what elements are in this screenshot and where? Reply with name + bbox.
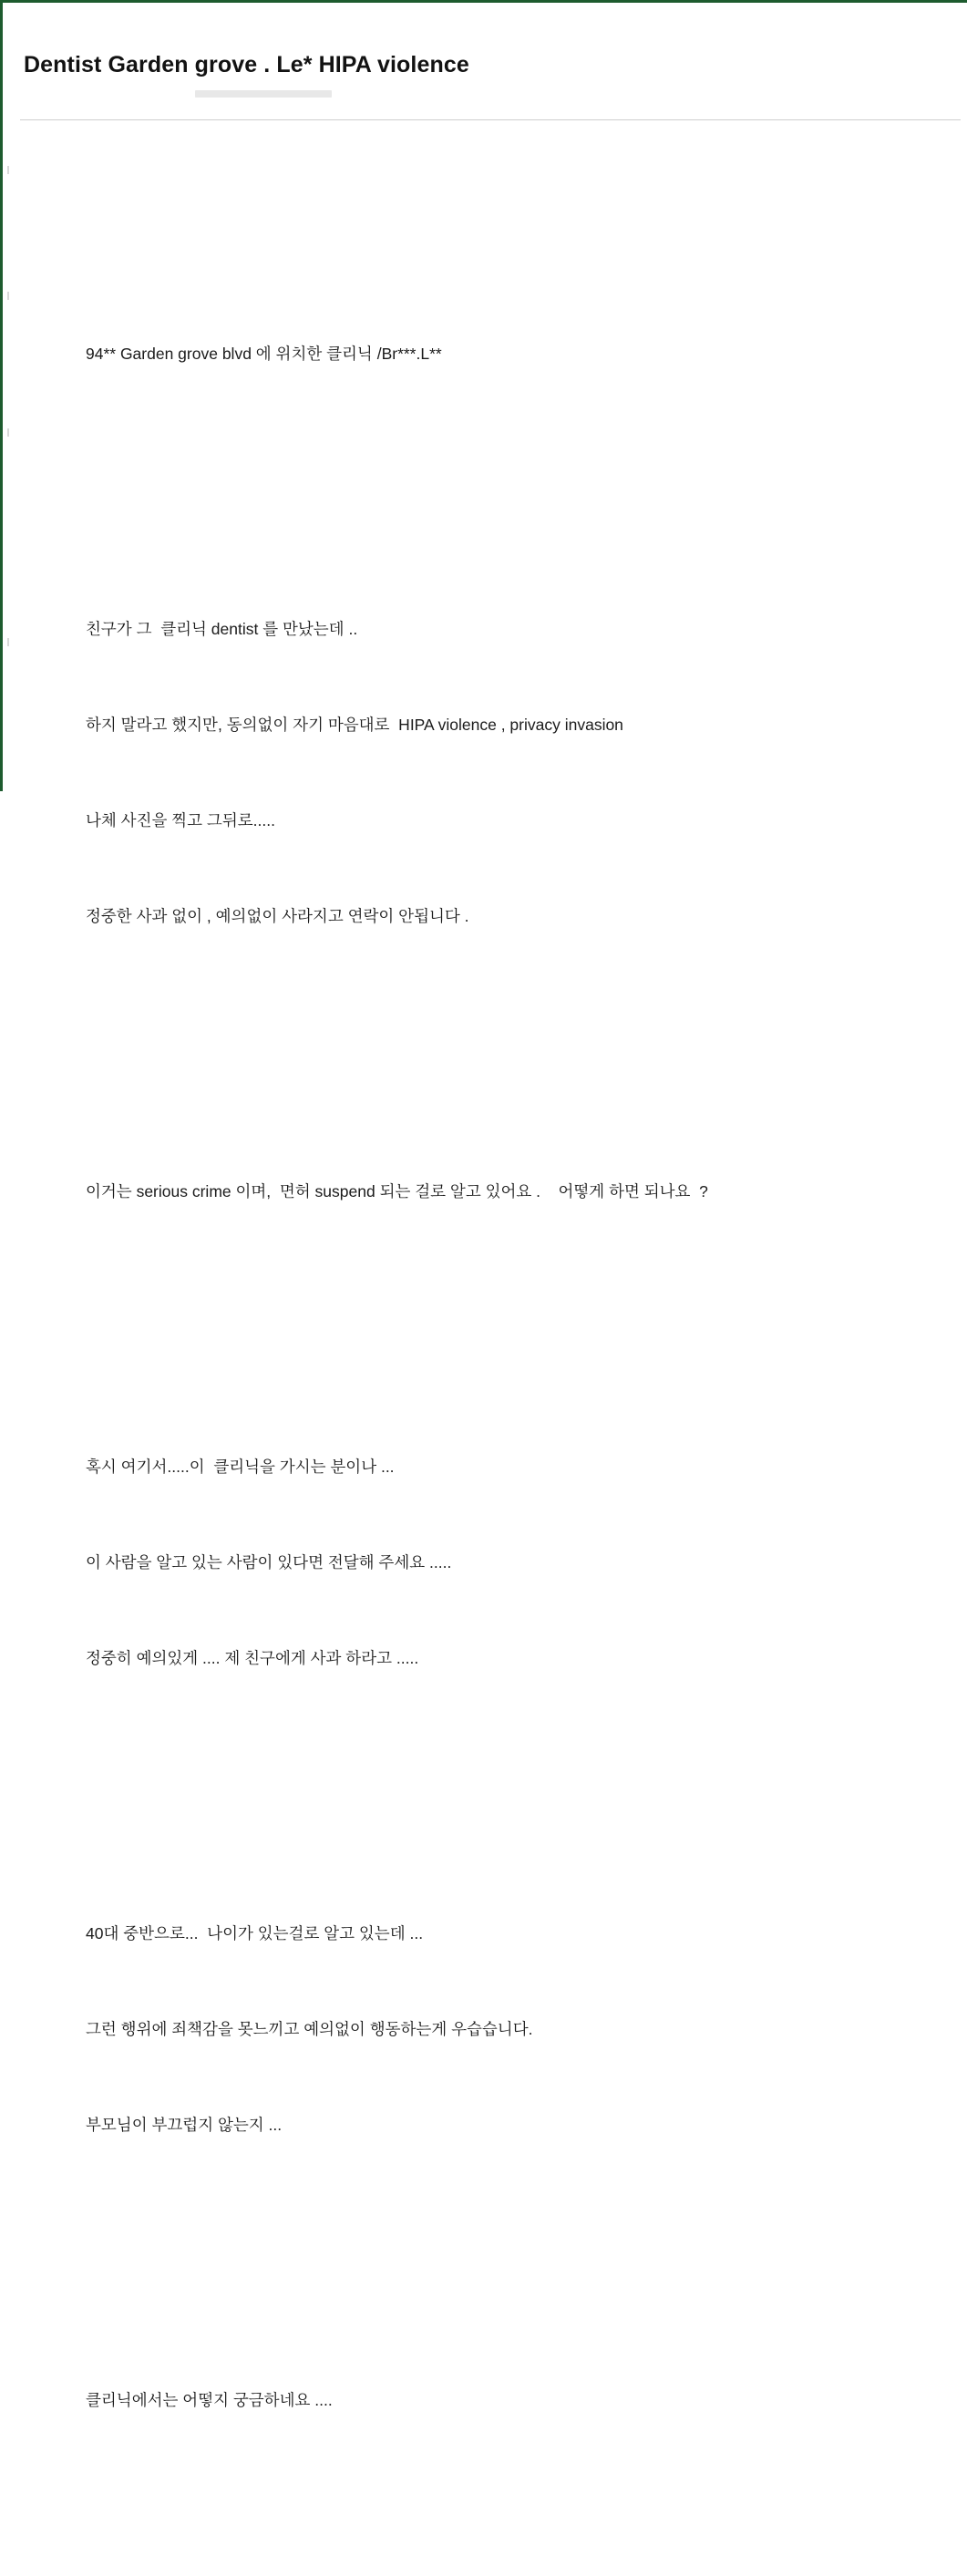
- text-line: 정중한 사과 없이 , 예의없이 사라지고 연락이 안됩니다 .: [86, 907, 469, 925]
- scan-speck: [7, 638, 9, 646]
- text-line: 이 사람을 알고 있는 사람이 있다면 전달해 주세요 .....: [86, 1553, 452, 1571]
- paragraph: [86, 2321, 942, 2480]
- text-line: 나체 사진을 찍고 그뒤로.....: [86, 811, 275, 829]
- page-left-edge-line: [0, 0, 3, 791]
- scan-speck: [7, 428, 9, 437]
- text-line: 하지 말라고 했지만, 동의없이 자기 마음대로 HIPA violence , privacy invasion: [86, 716, 623, 734]
- text-line: 40대 중반으로... 나이가 있는걸로 알고 있는데 ...: [86, 1924, 424, 1942]
- text-line: 이거는 serious crime 이며, 면허 suspend 되는 걸로 알고 있어요 . 어떻게 하면 되나요 ?: [86, 1182, 708, 1200]
- text-line: 클리닉에서는 어떻지 궁금하네요 ....: [86, 2391, 333, 2409]
- paragraph: [86, 1112, 942, 1272]
- header-divider: [20, 119, 961, 120]
- paragraph: [86, 1854, 942, 2205]
- scan-speck: [7, 166, 9, 174]
- scan-speck: [7, 292, 9, 300]
- text-line: 94** Garden grove blvd 에 위치한 클리닉 /Br***.L**: [86, 345, 442, 363]
- text-line: 정중히 예의있게 .... 제 친구에게 사과 하라고 .....: [86, 1649, 419, 1667]
- text-line: 혹시 여기서.....이 클리닉을 가시는 분이나 ...: [86, 1458, 395, 1476]
- paragraph: [86, 274, 942, 434]
- text-line: 부모님이 부끄럽지 않는지 ...: [86, 2116, 283, 2134]
- page-title: Dentist Garden grove . Le* HIPA violence: [24, 51, 469, 77]
- page-top-edge-line: [0, 0, 967, 3]
- faded-subtitle-placeholder: [195, 90, 332, 98]
- paragraph: [86, 1387, 942, 1738]
- paragraph: [86, 550, 942, 996]
- text-line: 그런 행위에 죄책감을 못느끼고 예의없이 행동하는게 우습습니다.: [86, 2020, 533, 2038]
- text-line: 친구가 그 클리닉 dentist 를 만났는데 ..: [86, 620, 358, 638]
- document-body: [86, 179, 942, 2576]
